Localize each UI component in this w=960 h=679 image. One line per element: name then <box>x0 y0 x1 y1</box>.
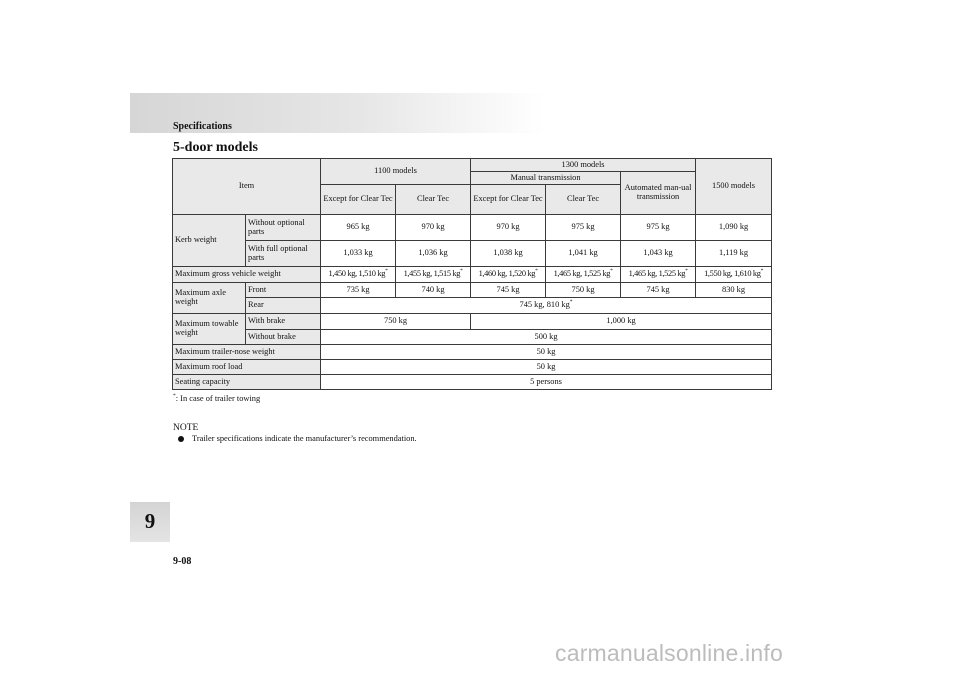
note-heading: NOTE <box>173 423 199 433</box>
row-label-max-towable-weight: Maximum towable weight <box>173 314 246 345</box>
row-label-kerb-weight: Kerb weight <box>173 215 246 267</box>
table-cell: 1,041 kg <box>546 241 621 267</box>
header-manual-transmission: Manual transmission <box>471 172 621 185</box>
asterisk-marker: * <box>385 268 388 275</box>
header-1100-models: 1100 models <box>321 159 471 185</box>
table-cell: 1,090 kg <box>696 215 772 241</box>
header-automated-manual-transmission: Automated man-ual transmission <box>621 172 696 215</box>
table-cell: 1,036 kg <box>396 241 471 267</box>
table-cell: 970 kg <box>396 215 471 241</box>
sub-label-with-full-optional-parts: With full optional parts <box>246 241 321 267</box>
row-label-max-trailer-nose-weight: Maximum trailer-nose weight <box>173 345 321 360</box>
header-1100-except-clear-tec: Except for Clear Tec <box>321 185 396 215</box>
asterisk-marker: * <box>173 393 176 400</box>
table-cell: 745 kg <box>471 283 546 298</box>
bullet-icon <box>178 436 184 442</box>
asterisk-marker: * <box>610 268 613 275</box>
table-cell: 750 kg <box>321 314 471 330</box>
table-cell: 970 kg <box>471 215 546 241</box>
sub-label-without-optional-parts: Without optional parts <box>246 215 321 241</box>
table-cell: 50 kg <box>321 360 772 375</box>
table-cell: 1,455 kg, 1,515 kg* <box>396 267 471 283</box>
table-cell: 1,460 kg, 1,520 kg* <box>471 267 546 283</box>
note-text: Trailer specifications indicate the manufacturer’s recommendation. <box>192 434 417 443</box>
table-cell: 1,550 kg, 1,610 kg* <box>696 267 772 283</box>
table-cell: 1,000 kg <box>471 314 772 330</box>
note-item <box>178 434 417 443</box>
table-footnote: *: In case of trailer towing <box>173 393 261 403</box>
table-cell: 1,119 kg <box>696 241 772 267</box>
sub-label-rear: Rear <box>246 298 321 314</box>
table-cell: 745 kg <box>621 283 696 298</box>
table-cell: 745 kg, 810 kg* <box>321 298 772 314</box>
row-label-max-gross-vehicle-weight: Maximum gross vehicle weight <box>173 267 321 283</box>
table-cell: 975 kg <box>621 215 696 241</box>
asterisk-marker: * <box>685 268 688 275</box>
table-cell: 500 kg <box>321 330 772 345</box>
table-cell: 1,465 kg, 1,525 kg* <box>546 267 621 283</box>
table-cell: 965 kg <box>321 215 396 241</box>
row-label-max-roof-load: Maximum roof load <box>173 360 321 375</box>
asterisk-marker: * <box>760 268 763 275</box>
page-number: 9-08 <box>173 556 192 567</box>
table-cell: 830 kg <box>696 283 772 298</box>
table-cell: 1,450 kg, 1,510 kg* <box>321 267 396 283</box>
sub-label-with-brake: With brake <box>246 314 321 330</box>
header-1300-clear-tec: Clear Tec <box>546 185 621 215</box>
section-header: Specifications <box>173 121 232 132</box>
row-label-max-axle-weight: Maximum axle weight <box>173 283 246 314</box>
page-title: 5-door models <box>173 140 258 155</box>
header-1500-models: 1500 models <box>696 159 772 215</box>
asterisk-marker: * <box>569 299 573 306</box>
watermark: carmanualsonline.info <box>555 640 783 666</box>
header-1300-except-clear-tec: Except for Clear Tec <box>471 185 546 215</box>
table-cell: 735 kg <box>321 283 396 298</box>
specifications-table <box>172 158 772 390</box>
table-cell: 1,038 kg <box>471 241 546 267</box>
table-cell: 975 kg <box>546 215 621 241</box>
table-cell: 750 kg <box>546 283 621 298</box>
table-cell: 5 persons <box>321 375 772 390</box>
asterisk-marker: * <box>535 268 538 275</box>
table-cell: 50 kg <box>321 345 772 360</box>
row-label-seating-capacity: Seating capacity <box>173 375 321 390</box>
table-cell: 740 kg <box>396 283 471 298</box>
table-cell: 1,465 kg, 1,525 kg* <box>621 267 696 283</box>
asterisk-marker: * <box>460 268 463 275</box>
chapter-tab: 9 <box>130 502 170 542</box>
sub-label-front: Front <box>246 283 321 298</box>
table-cell: 1,033 kg <box>321 241 396 267</box>
header-1100-clear-tec: Clear Tec <box>396 185 471 215</box>
table-cell: 1,043 kg <box>621 241 696 267</box>
sub-label-without-brake: Without brake <box>246 330 321 345</box>
header-1300-models: 1300 models <box>471 159 696 172</box>
header-item: Item <box>173 159 321 215</box>
